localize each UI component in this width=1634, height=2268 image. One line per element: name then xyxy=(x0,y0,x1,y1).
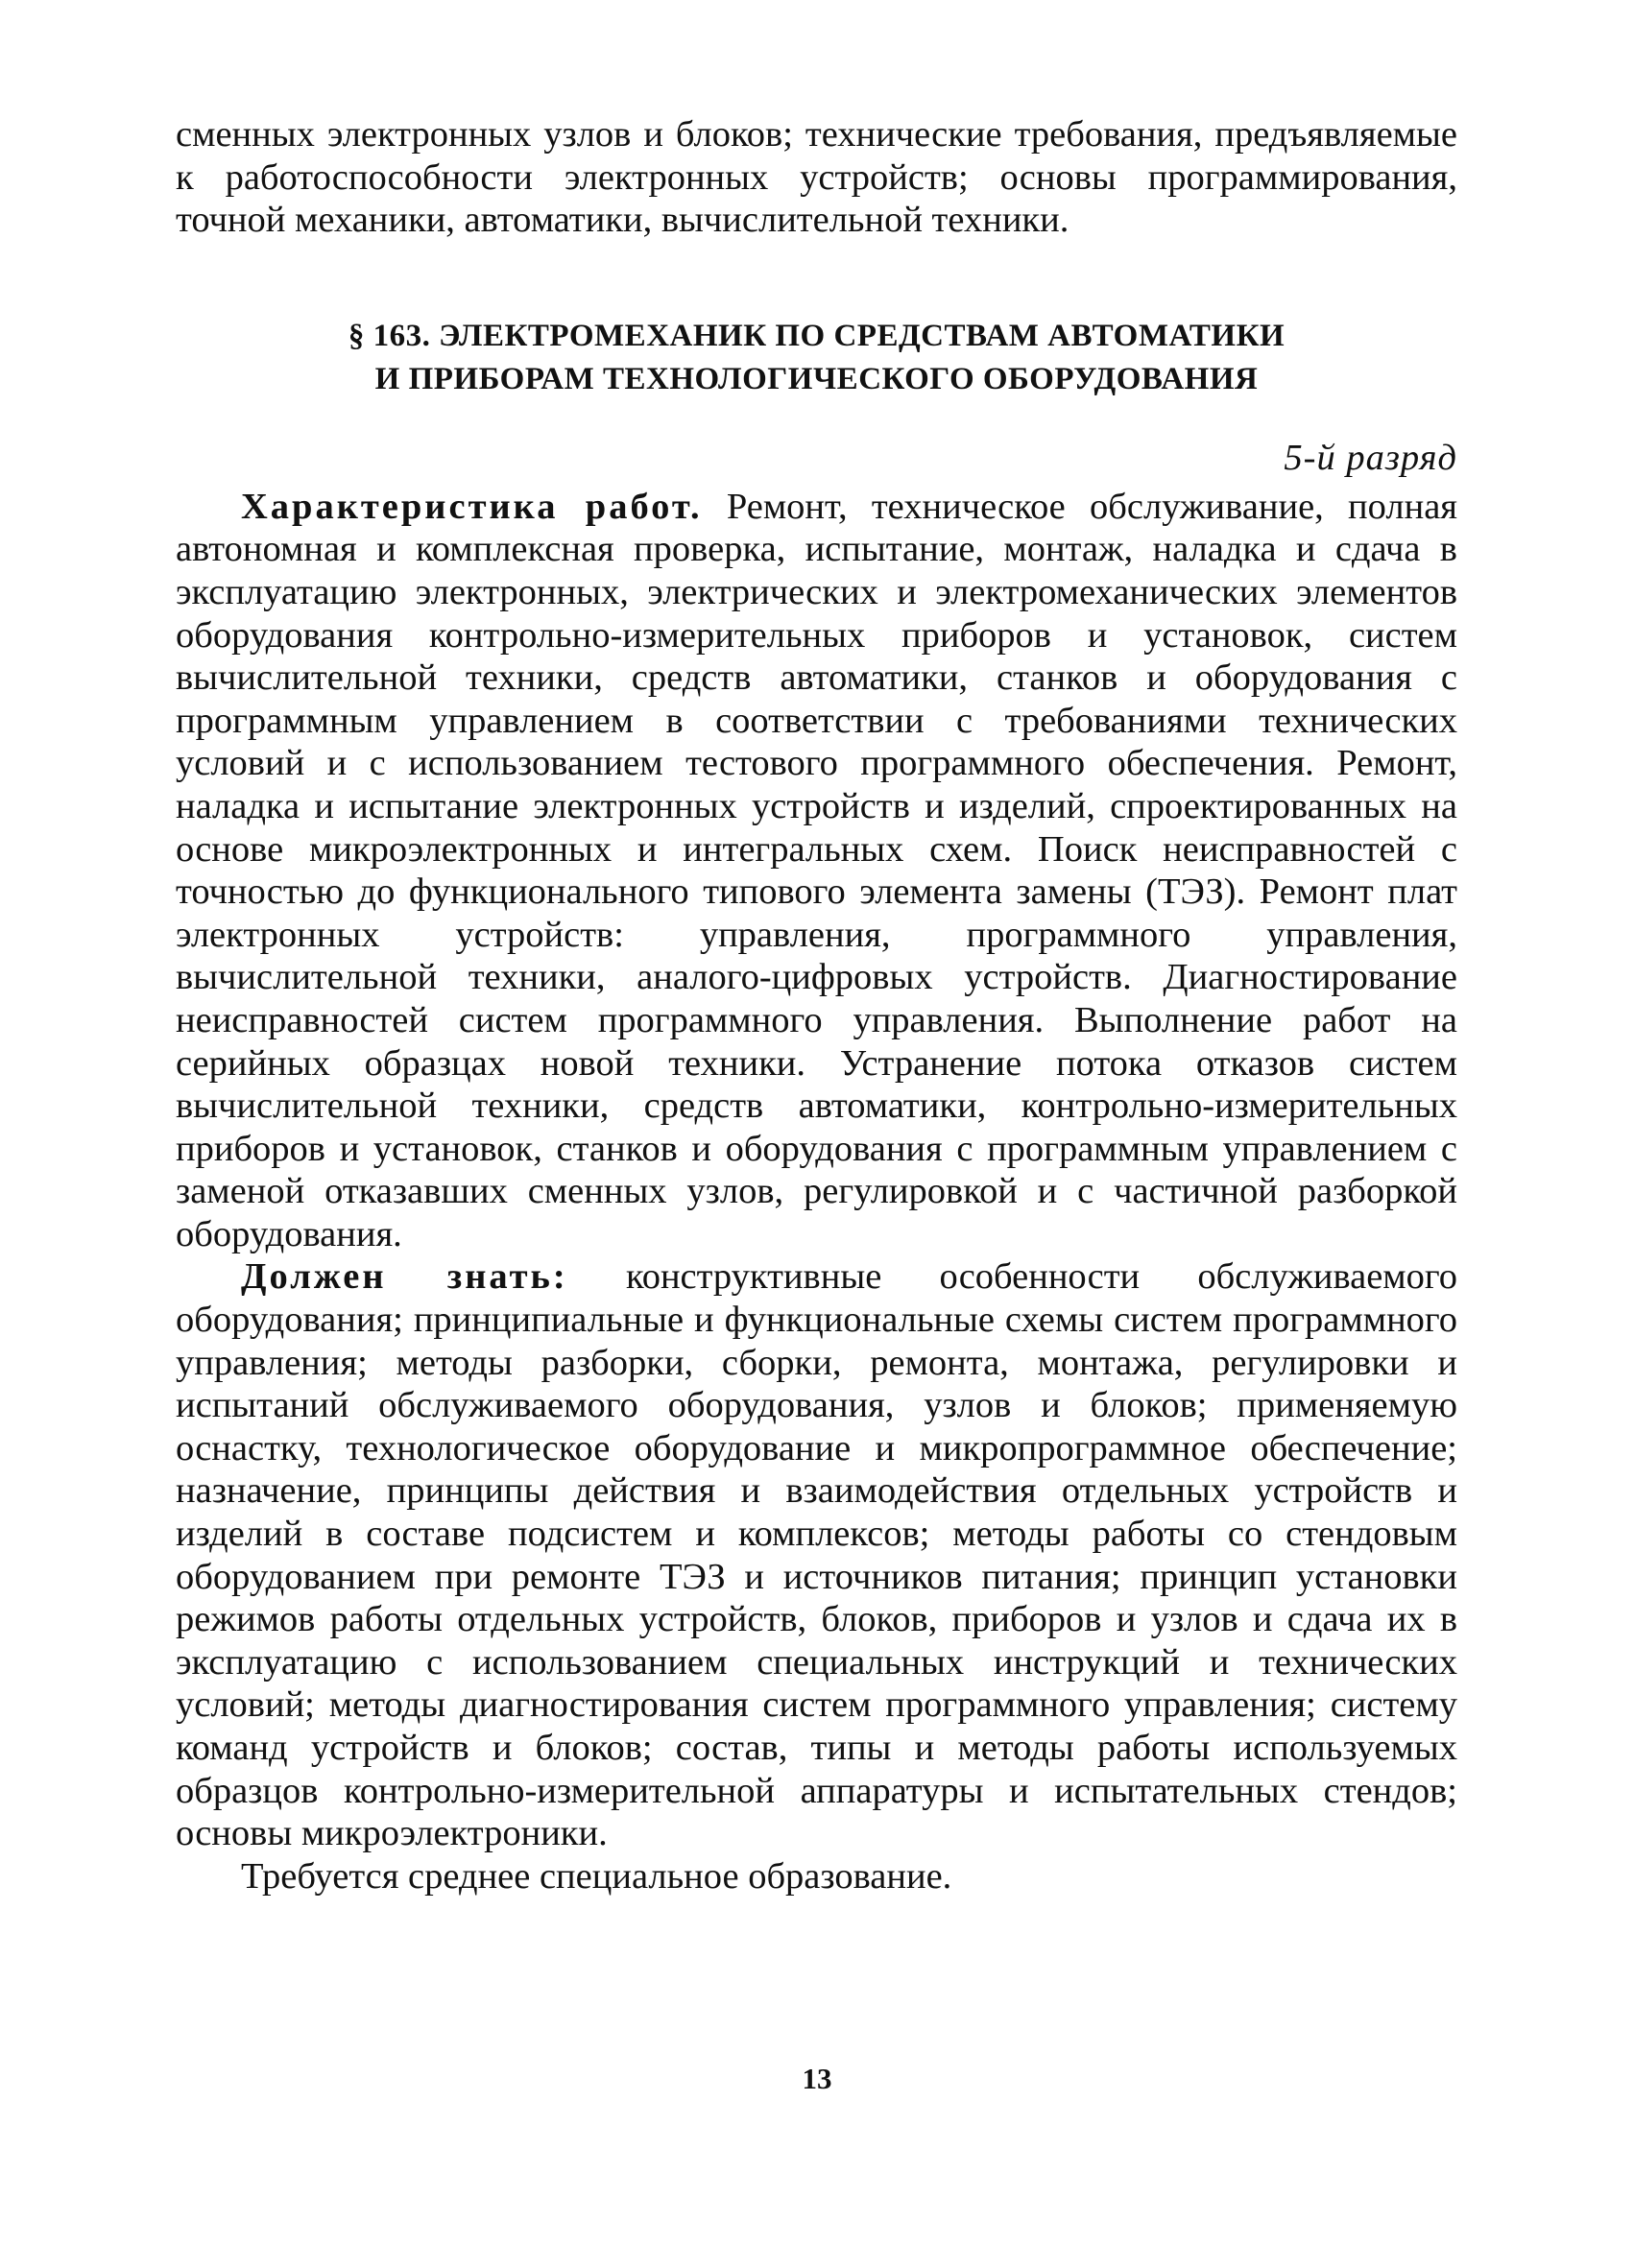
knowledge-paragraph xyxy=(176,1255,1457,1854)
characteristics-label: Характеристика работ. xyxy=(241,486,703,527)
knowledge-label: Должен знать: xyxy=(241,1256,568,1298)
page-content xyxy=(176,113,1457,1898)
section-heading-line-2: И ПРИБОРАМ ТЕХНОЛОГИЧЕСКОГО ОБОРУДОВАНИЯ xyxy=(374,361,1259,396)
intro-paragraph: сменных электронных узлов и блоков; технические требования, предъявляемые к работоспособности электронных устройств; основы программирования, точной механики, автоматики, вычислительной техники. xyxy=(176,114,1457,241)
page-number: 13 xyxy=(802,2062,832,2095)
characteristics-text: Ремонт, техническое обслуживание, полная автономная и комплексная проверка, испытание, монтаж, наладка и сдача в эксплуатацию электронных, электрических и электромеханических элементов оборудования контрольно-измерительных приборов и установок, систем вычислительной техники, средств автоматики, станков и оборудования с программным управлением в соответствии с требованиями технических условий и с использованием тестового программного обеспечения. Ремонт, наладка и испытание электронных устройств и изделий, спроектированных на основе микроэлектронных и интегральных схем. Поиск неисправностей с точностью до функционального типового элемента замены (ТЭЗ). Ремонт плат электронных устройств: управления, программного управления, вычислительной техники, аналого-цифровых устройств. Диагностирование неисправностей систем программного управления. Выполнение работ на серийных образцах новой техники. Устранение потока отказов систем вычислительной техники, средств автоматики, контрольно-измерительных приборов и установок, станков и оборудования с программным управлением с заменой отказавших сменных узлов, регулировкой и с частичной разборкой оборудования. xyxy=(176,486,1457,1254)
knowledge-text: конструктивные особенности обслуживаемого оборудования; принципиальные и функциональные схемы систем программного управления; методы разборки, сборки, ремонта, монтажа, регулировки и испытаний обслуживаемого оборудования, узлов и блоков; применяемую оснастку, технологическое оборудование и микропрограммное обеспечение; назначение, принципы действия и взаимодействия отдельных устройств и изделий в составе подсистем и комплексов; методы работы со стендовым оборудованием при ремонте ТЭЗ и источников питания; принцип установки режимов работы отдельных устройств, блоков, приборов и узлов и сдача их в эксплуатацию с использованием специальных инструкций и технических условий; методы диагностирования систем программного управления; систему команд устройств и блоков; состав, типы и методы работы используемых образцов контрольно-измерительной аппаратуры и испытательных стендов; основы микроэлектроники. xyxy=(176,1256,1457,1854)
section-heading-line-1: § 163. ЭЛЕКТРОМЕХАНИК ПО СРЕДСТВАМ АВТОМАТИКИ xyxy=(348,318,1286,353)
characteristics-paragraph xyxy=(176,486,1457,1256)
education-requirement: Требуется среднее специальное образование. xyxy=(241,1855,952,1897)
grade-label: 5-й разряд xyxy=(1284,437,1457,478)
section-heading xyxy=(176,315,1457,401)
